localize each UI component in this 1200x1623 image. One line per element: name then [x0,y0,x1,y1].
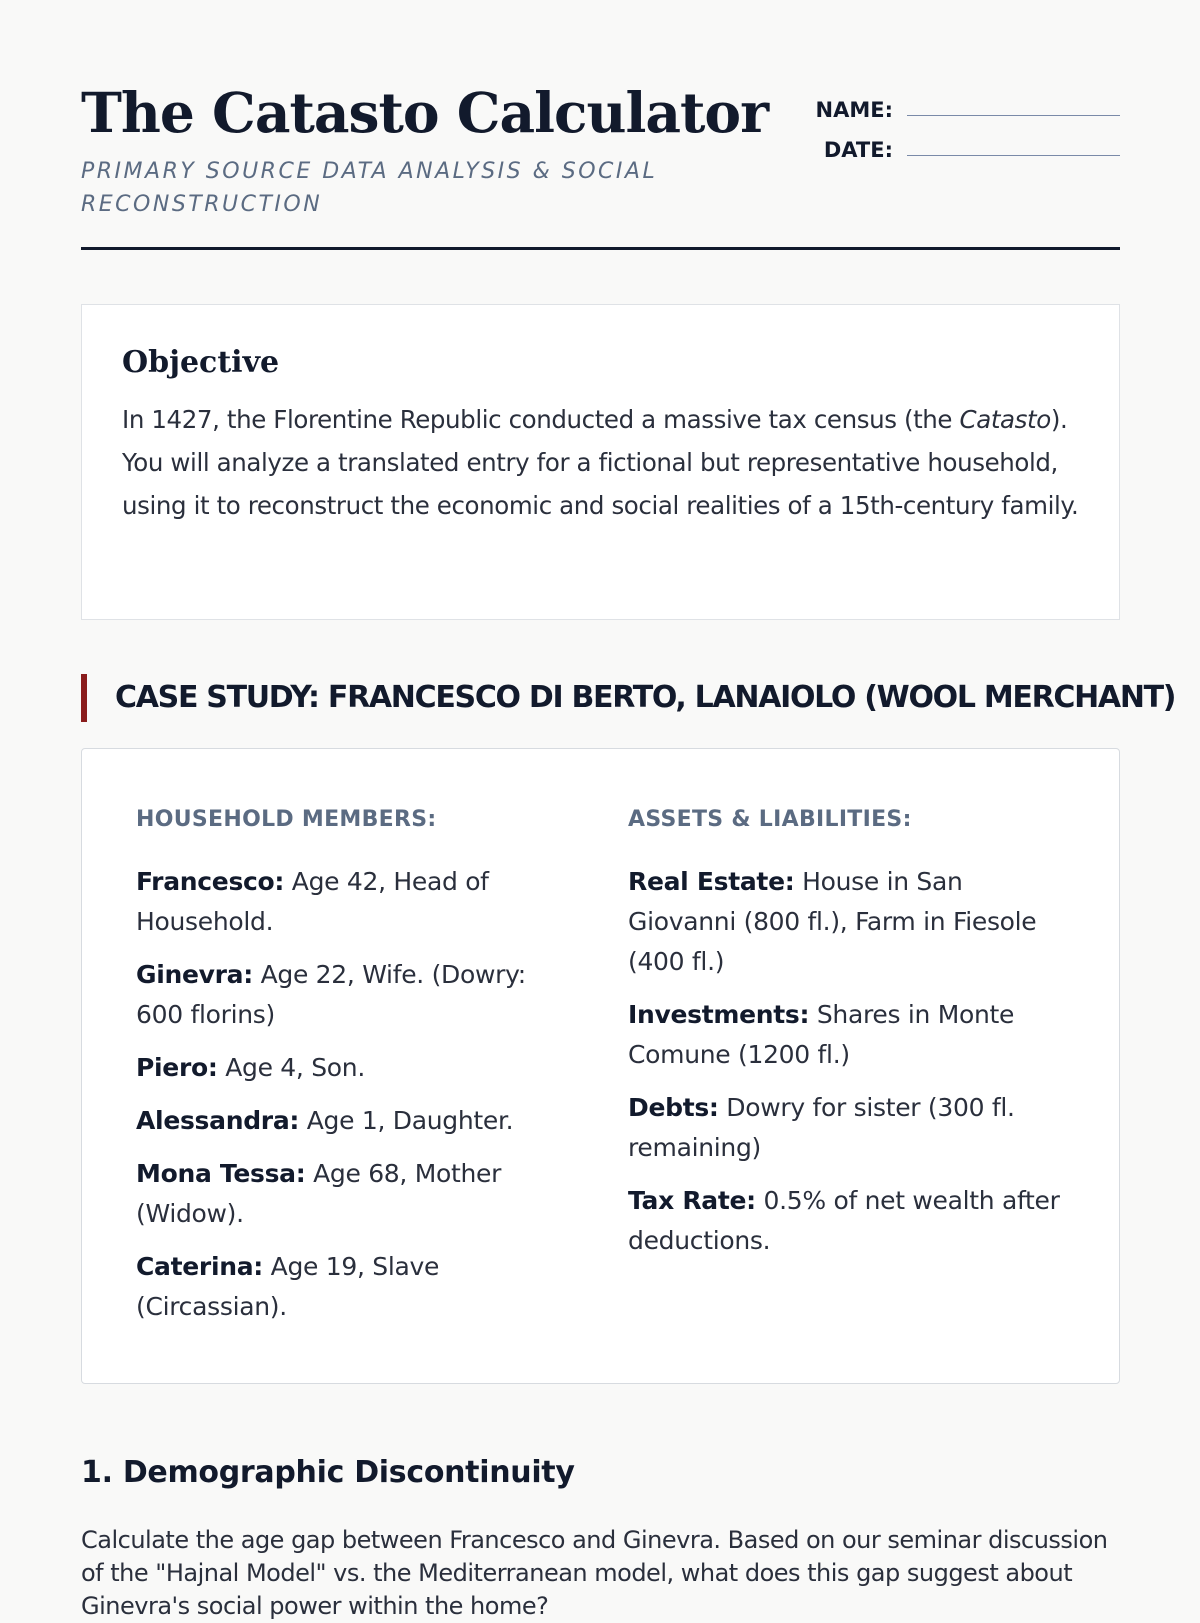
assets-list [628,862,1078,1261]
household-member-detail: Age 22, Wife. (Dowry: 600 florins) [136,960,526,1029]
objective-text-end: ). You will analyze a translated entry for a fictional but representative household, using it to reconstruct the economic and social realities of a 15th-century family. [122,405,1079,520]
household-member [136,862,576,942]
name-date-fields [815,82,1120,162]
asset-entry-detail: Dowry for sister (300 fl. remaining) [628,1093,1015,1162]
household-member [136,1101,576,1141]
assets-column [628,807,1078,1274]
name-field[interactable] [907,112,1120,116]
household-member-label: Francesco: [136,867,285,896]
asset-entry-label: Real Estate: [628,867,795,896]
household-member-label: Mona Tessa: [136,1159,306,1188]
household-member-detail: Age 42, Head of Household. [136,867,489,936]
name-label: NAME: [815,98,893,122]
name-row [815,82,1120,122]
household-column [136,807,576,1340]
case-study-heading: CASE STUDY: FRANCESCO DI BERTO, LANAIOLO (WOOL MERCHANT) [81,674,1175,722]
page-subtitle: PRIMARY SOURCE DATA ANALYSIS & SOCIAL RECONSTRUCTION [81,159,658,217]
asset-entry-label: Investments: [628,1000,810,1029]
household-member [136,955,576,1035]
asset-entry [628,995,1078,1075]
date-field[interactable] [907,152,1120,156]
asset-entry [628,1088,1078,1168]
objective-text-italic: Catasto [959,405,1051,434]
asset-entry-detail: 0.5% of net wealth after deductions. [628,1186,1060,1255]
asset-entry-detail: Shares in Monte Comune (1200 fl.) [628,1000,1015,1069]
household-member-label: Piero: [136,1053,218,1082]
household-heading: HOUSEHOLD MEMBERS: [136,807,437,832]
household-member-detail: Age 1, Daughter. [299,1106,514,1135]
asset-entry [628,862,1078,982]
worksheet-header [81,0,1120,250]
page-title: The Catasto Calculator [81,80,769,145]
objective-text [122,398,1079,527]
household-member-label: Caterina: [136,1252,263,1281]
asset-entry-label: Debts: [628,1093,719,1122]
household-member-label: Ginevra: [136,960,253,989]
asset-entry [628,1181,1078,1261]
assets-heading: ASSETS & LIABILITIES: [628,807,912,832]
worksheet-page [81,0,1176,1620]
household-member [136,1154,576,1234]
objective-box [81,304,1120,620]
section-1-title: 1. Demographic Discontinuity [81,1455,575,1490]
asset-entry-detail: House in San Giovanni (800 fl.), Farm in Fiesole (400 fl.) [628,867,1037,976]
household-member [136,1247,576,1327]
objective-heading: Objective [122,345,280,380]
section-1-text: Calculate the age gap between Francesco and Ginevra. Based on our seminar discussion of the "Hajnal Model" vs. the Mediterranean model, what does this gap suggest about Ginevra's social power within the home? [81,1526,1108,1620]
objective-text-start: In 1427, the Florentine Republic conducted a massive tax census (the [122,405,960,434]
household-member-detail: Age 68, Mother (Widow). [136,1159,502,1228]
household-list [136,862,576,1327]
date-row [815,122,1120,162]
date-label: DATE: [823,138,893,162]
case-study-box [81,748,1120,1384]
household-member-label: Alessandra: [136,1106,300,1135]
household-member-detail: Age 19, Slave (Circassian). [136,1252,440,1321]
asset-entry-label: Tax Rate: [628,1186,756,1215]
household-member [136,1048,576,1088]
household-member-detail: Age 4, Son. [217,1053,365,1082]
